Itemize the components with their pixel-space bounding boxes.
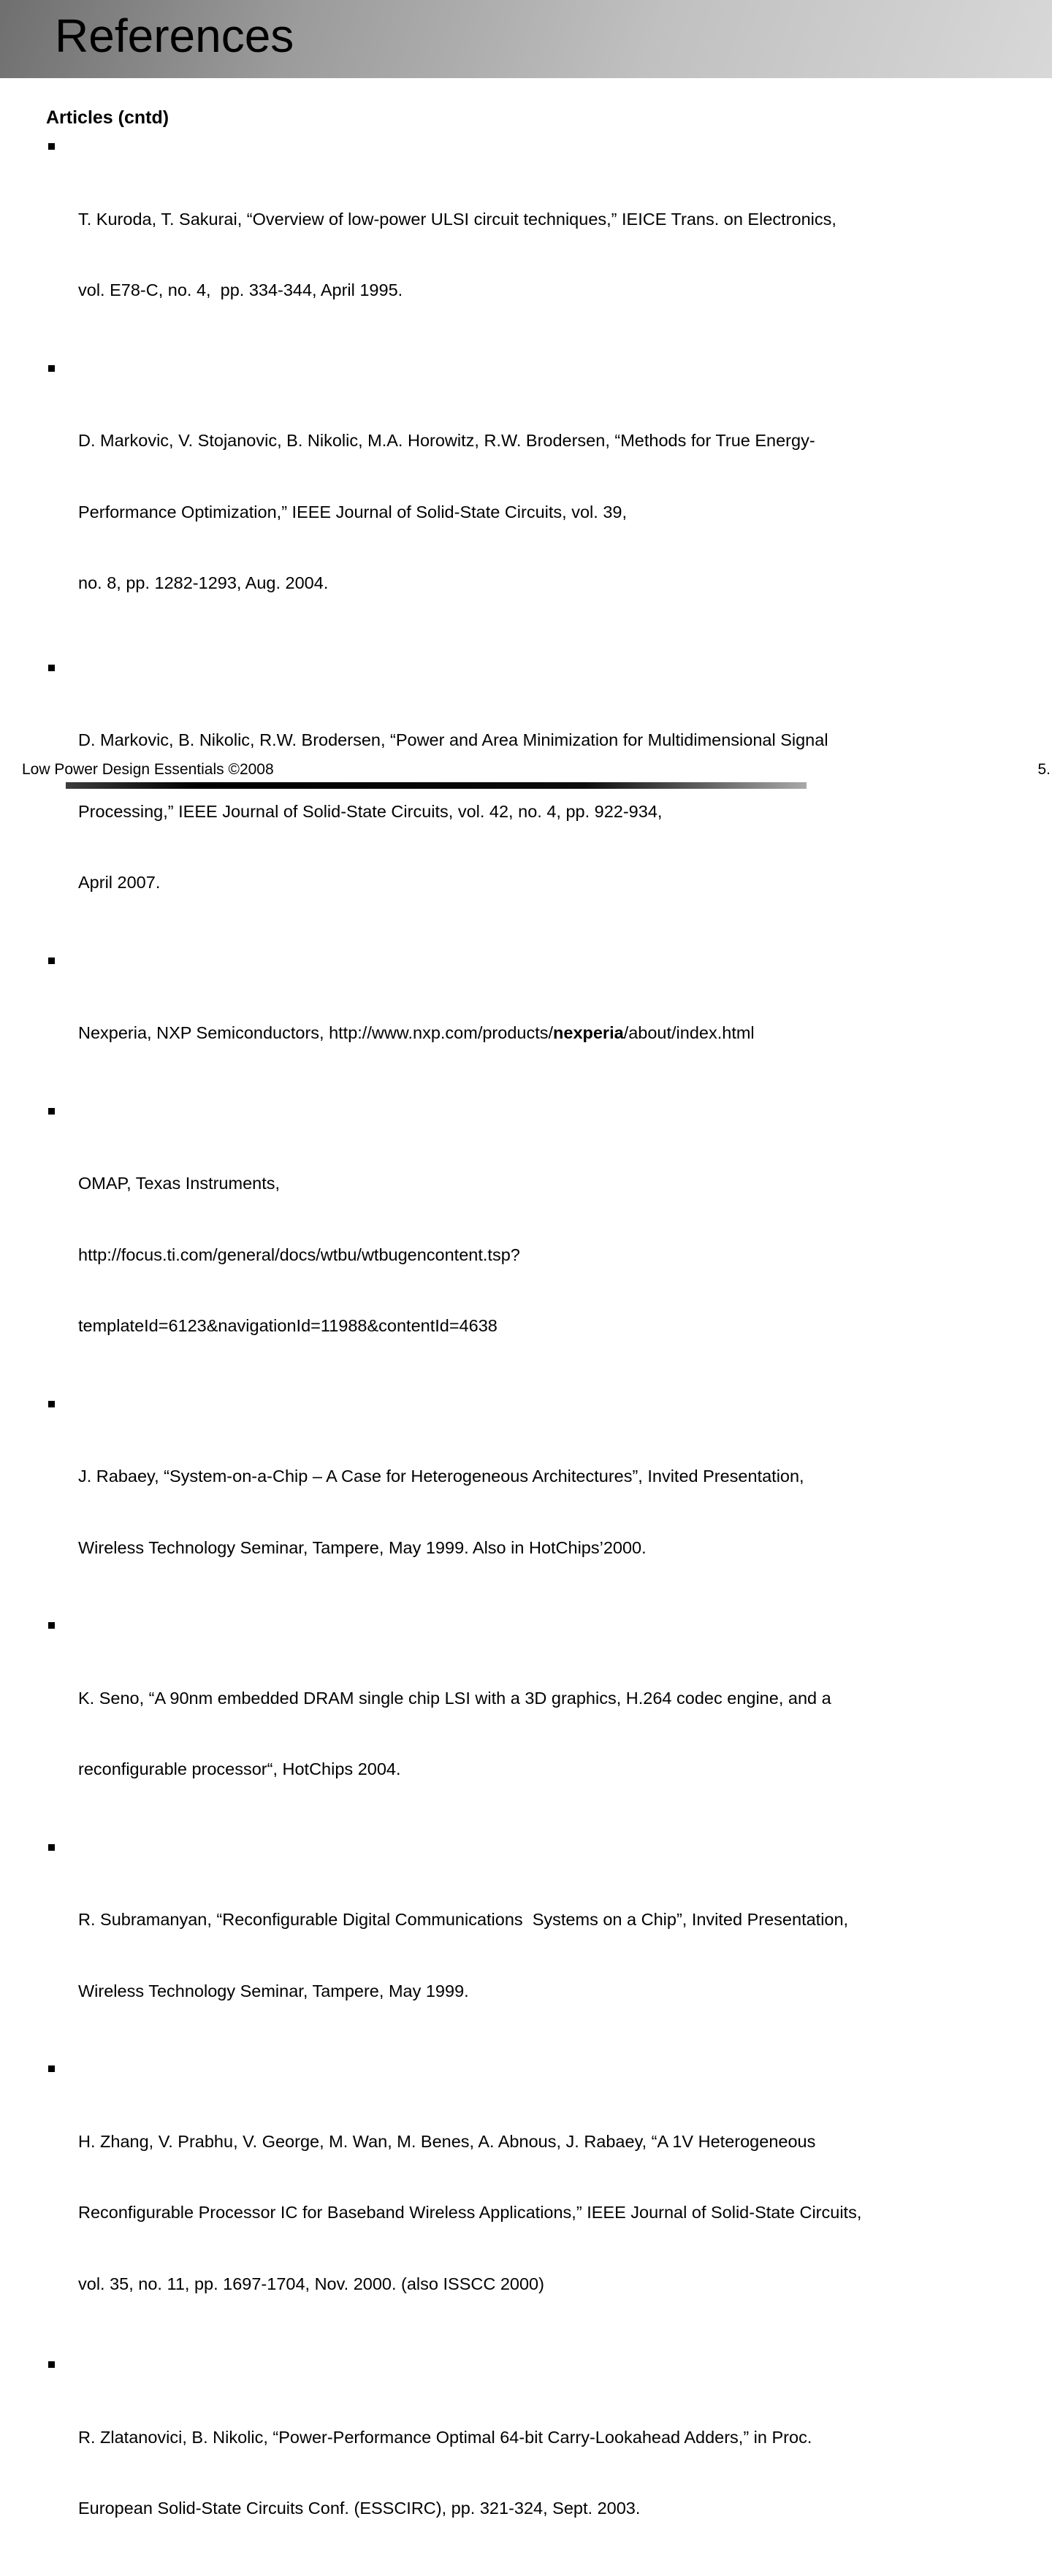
reference-item — [46, 1101, 1019, 1386]
reference-line: D. Markovic, V. Stojanovic, B. Nikolic, M.A. Horowitz, R.W. Brodersen, “Methods for True Energy- — [78, 431, 815, 450]
bullet-square-icon — [48, 2361, 55, 2368]
reference-line: Reconfigurable Processor IC for Baseband Wireless Applications,” IEEE Journal of Solid-State Circuits, — [78, 2203, 862, 2222]
reference-line: templateId=6123&navigationId=11988&contentId=4638 — [78, 1316, 498, 1335]
reference-item — [46, 1615, 1019, 1829]
page-number: 5. — [1037, 761, 1051, 778]
section-heading: Articles (cntd) — [46, 107, 169, 128]
reference-item — [46, 2354, 1019, 2568]
reference-item — [46, 358, 1019, 643]
reference-line: T. Kuroda, T. Sakurai, “Overview of low-power ULSI circuit techniques,” IEICE Trans. on Electronics, — [78, 209, 836, 229]
reference-line: R. Subramanyan, “Reconfigurable Digital Communications Systems on a Chip”, Invited Presentation, — [78, 1910, 849, 1929]
reference-line: vol. E78-C, no. 4, pp. 334-344, April 1995. — [78, 280, 403, 299]
reference-line: European Solid-State Circuits Conf. (ESSCIRC), pp. 321-324, Sept. 2003. — [78, 2499, 641, 2518]
reference-item — [46, 2058, 1019, 2343]
slide-content — [46, 107, 1019, 2576]
reference-line: reconfigurable processor“, HotChips 2004. — [78, 1759, 401, 1778]
bullet-square-icon — [48, 365, 55, 372]
nexperia-bold-text: nexperia — [553, 1023, 624, 1042]
reference-line: no. 8, pp. 1282-1293, Aug. 2004. — [78, 573, 329, 592]
reference-line: Wireless Technology Seminar, Tampere, May 1999. Also in HotChips’2000. — [78, 1537, 647, 1557]
reference-item — [46, 1837, 1019, 2051]
reference-line: H. Zhang, V. Prabhu, V. George, M. Wan, M. Benes, A. Abnous, J. Rabaey, “A 1V Heterogeneous — [78, 2131, 816, 2151]
reference-item — [46, 136, 1019, 350]
reference-line: Performance Optimization,” IEEE Journal of Solid-State Circuits, vol. 39, — [78, 502, 628, 521]
reference-line: K. Seno, “A 90nm embedded DRAM single chip LSI with a 3D graphics, H.264 codec engine, and a — [78, 1688, 831, 1708]
reference-line — [78, 1021, 1019, 1045]
bullet-square-icon — [48, 2065, 55, 2072]
reference-line: vol. 35, no. 11, pp. 1697-1704, Nov. 2000. (also ISSCC 2000) — [78, 2274, 544, 2293]
reference-line: Wireless Technology Seminar, Tampere, May 1999. — [78, 1981, 469, 2000]
reference-line: http://focus.ti.com/general/docs/wtbu/wtbugencontent.tsp? — [78, 1245, 520, 1264]
bullet-square-icon — [48, 143, 55, 150]
reference-line: J. Rabaey, “System-on-a-Chip – A Case for Heterogeneous Architectures”, Invited Presentation, — [78, 1467, 804, 1486]
slide-title: References — [55, 9, 294, 62]
url-suffix-text: /about/index.html — [623, 1023, 755, 1042]
reference-line: April 2007. — [78, 873, 161, 892]
reference-line: OMAP, Texas Instruments, — [78, 1174, 281, 1193]
bullet-square-icon — [48, 1401, 55, 1407]
bullet-square-icon — [48, 958, 55, 964]
reference-item — [46, 950, 1019, 1093]
reference-item — [46, 657, 1019, 942]
url-prefix-text: Nexperia, NXP Semiconductors, http://www.nxp.com/products/ — [78, 1023, 554, 1042]
reference-line: Processing,” IEEE Journal of Solid-State Circuits, vol. 42, no. 4, pp. 922-934, — [78, 801, 663, 821]
bullet-square-icon — [48, 665, 55, 671]
footer-attribution: Low Power Design Essentials ©2008 — [22, 761, 274, 778]
reference-item — [46, 1394, 1019, 1608]
bullet-square-icon — [48, 1844, 55, 1851]
slide-header — [0, 0, 1052, 78]
reference-line: R. Zlatanovici, B. Nikolic, “Power-Performance Optimal 64-bit Carry-Lookahead Adders,” in Proc. — [78, 2427, 812, 2447]
bottom-bar — [66, 782, 807, 789]
reference-line: D. Markovic, B. Nikolic, R.W. Brodersen, “Power and Area Minimization for Multidimensional Signal — [78, 730, 828, 749]
bullet-square-icon — [48, 1108, 55, 1115]
bullet-square-icon — [48, 1622, 55, 1629]
